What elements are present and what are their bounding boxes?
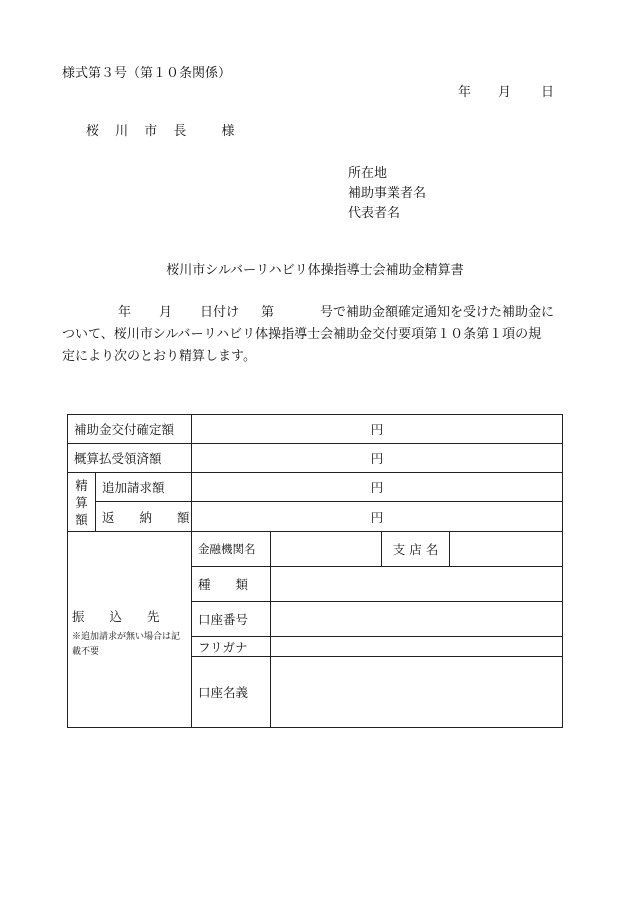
body-month-label: 月 xyxy=(159,305,173,320)
refund-label: 返 納 額 xyxy=(96,502,192,532)
applicant-business-label: 補助事業者名 xyxy=(348,186,427,201)
branch-name-field[interactable] xyxy=(450,532,563,567)
furigana-label: フリガナ xyxy=(192,637,271,657)
account-number-field[interactable] xyxy=(271,602,563,637)
furigana-field[interactable] xyxy=(271,637,563,657)
date-day-label: 日 xyxy=(541,85,555,100)
branch-name-label: 支 店 名 xyxy=(382,532,450,567)
advance-received-yen: 円 xyxy=(192,444,563,473)
account-type-field[interactable] xyxy=(271,567,563,602)
transfer-destination-label: 振 込 先 xyxy=(72,609,160,624)
table-row xyxy=(68,473,563,502)
body-number-prefix: 第 xyxy=(261,305,275,320)
settlement-table xyxy=(67,414,563,728)
transfer-destination-cell xyxy=(68,532,192,728)
document-title: 桜川市シルバーリハビリ体操指導士会補助金精算書 xyxy=(166,263,464,278)
addressee: 桜 川 市 長 様 xyxy=(86,124,241,139)
body-line-2: ついて、桜川市シルバーリハビリ体操指導士会補助金交付要項第１０条第１項の規 xyxy=(62,327,542,342)
refund-yen: 円 xyxy=(192,502,563,532)
body-paragraph xyxy=(62,302,572,368)
additional-claim-label: 追加請求額 xyxy=(96,473,192,502)
bank-name-label: 金融機関名 xyxy=(192,532,271,567)
date-year-label: 年 xyxy=(458,85,472,100)
settlement-group-label: 精算額 xyxy=(68,473,96,532)
date-month-label: 月 xyxy=(498,85,512,100)
body-year-label: 年 xyxy=(118,305,132,320)
body-line-3: 定により次のとおり精算します。 xyxy=(62,349,256,364)
table-row xyxy=(68,532,563,567)
applicant-representative-label: 代表者名 xyxy=(348,206,401,221)
bank-name-field[interactable] xyxy=(271,532,382,567)
additional-claim-yen: 円 xyxy=(192,473,563,502)
account-type-label: 種 類 xyxy=(192,567,271,602)
table-row xyxy=(68,444,563,473)
account-holder-label: 口座名義 xyxy=(192,657,271,728)
body-line-1-tail: 号で補助金額確定通知を受けた補助金に xyxy=(320,305,555,320)
advance-received-label: 概算払受領済額 xyxy=(68,444,192,473)
confirmed-amount-label: 補助金交付確定額 xyxy=(68,415,192,444)
confirmed-amount-yen: 円 xyxy=(192,415,563,444)
account-holder-field[interactable] xyxy=(271,657,563,728)
applicant-address-label: 所在地 xyxy=(348,166,388,181)
form-number-label: 様式第３号（第１０条関係） xyxy=(62,66,232,81)
table-row xyxy=(68,415,563,444)
account-number-label: 口座番号 xyxy=(192,602,271,637)
transfer-note: ※追加請求が無い場合は記載不要 xyxy=(72,632,181,657)
table-row xyxy=(68,502,563,532)
body-dated-label: 日付け xyxy=(200,305,240,320)
body-line-1 xyxy=(62,302,572,324)
